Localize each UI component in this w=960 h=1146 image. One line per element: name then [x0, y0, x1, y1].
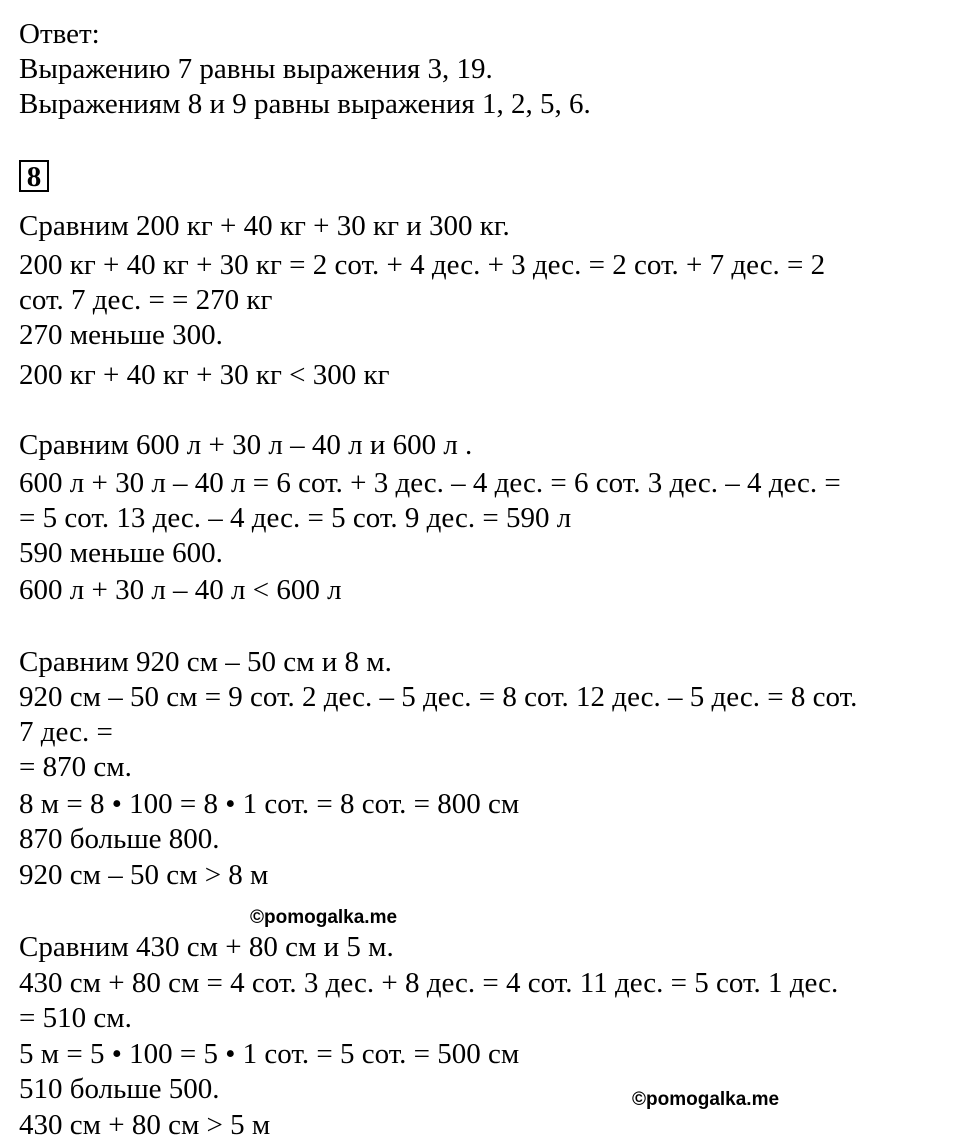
answer-line-1: Выражению 7 равны выражения 3, 19.: [19, 53, 493, 85]
block3-line-1: Сравним 920 см – 50 см и 8 м.: [19, 646, 392, 678]
block3-line-7: 920 см – 50 см > 8 м: [19, 859, 269, 891]
block3-line-5: 8 м = 8 • 100 = 8 • 1 сот. = 8 сот. = 800 см: [19, 788, 520, 820]
block1-line-5: 200 кг + 40 кг + 30 кг < 300 кг: [19, 359, 390, 391]
block2-line-2: 600 л + 30 л – 40 л = 6 сот. + 3 дес. – 4 дес. = 6 сот. 3 дес. – 4 дес. =: [19, 467, 841, 499]
block3-line-4: = 870 см.: [19, 751, 132, 783]
block2-line-1: Сравним 600 л + 30 л – 40 л и 600 л .: [19, 429, 473, 461]
block2-line-5: 600 л + 30 л – 40 л < 600 л: [19, 574, 342, 606]
answer-line-2: Выражениям 8 и 9 равны выражения 1, 2, 5, 6.: [19, 88, 591, 120]
block3-line-3: 7 дес. =: [19, 716, 113, 748]
block4-line-3: = 510 см.: [19, 1002, 132, 1034]
block2-line-4: 590 меньше 600.: [19, 537, 223, 569]
block1-line-3: сот. 7 дес. = = 270 кг: [19, 284, 273, 316]
block1-line-1: Сравним 200 кг + 40 кг + 30 кг и 300 кг.: [19, 210, 510, 242]
answer-label: Ответ:: [19, 18, 100, 50]
block4-line-6: 430 см + 80 см > 5 м: [19, 1109, 271, 1141]
block4-line-5: 510 больше 500.: [19, 1073, 220, 1105]
block3-line-6: 870 больше 800.: [19, 823, 220, 855]
block3-line-2: 920 см – 50 см = 9 сот. 2 дес. – 5 дес. = 8 сот. 12 дес. – 5 дес. = 8 сот.: [19, 681, 858, 713]
watermark-text: ©pomogalka.me: [250, 907, 398, 928]
block2-line-3: = 5 сот. 13 дес. – 4 дес. = 5 сот. 9 дес. = 590 л: [19, 502, 572, 534]
block1-line-4: 270 меньше 300.: [19, 319, 223, 351]
block1-line-2: 200 кг + 40 кг + 30 кг = 2 сот. + 4 дес. + 3 дес. = 2 сот. + 7 дес. = 2: [19, 249, 826, 281]
task-number-box: 8: [19, 160, 49, 192]
block4-line-2: 430 см + 80 см = 4 сот. 3 дес. + 8 дес. = 4 сот. 11 дес. = 5 сот. 1 дес.: [19, 967, 839, 999]
watermark-text: ©pomogalka.me: [632, 1089, 780, 1110]
block4-line-1: Сравним 430 см + 80 см и 5 м.: [19, 931, 394, 963]
block4-line-4: 5 м = 5 • 100 = 5 • 1 сот. = 5 сот. = 500 см: [19, 1038, 520, 1070]
